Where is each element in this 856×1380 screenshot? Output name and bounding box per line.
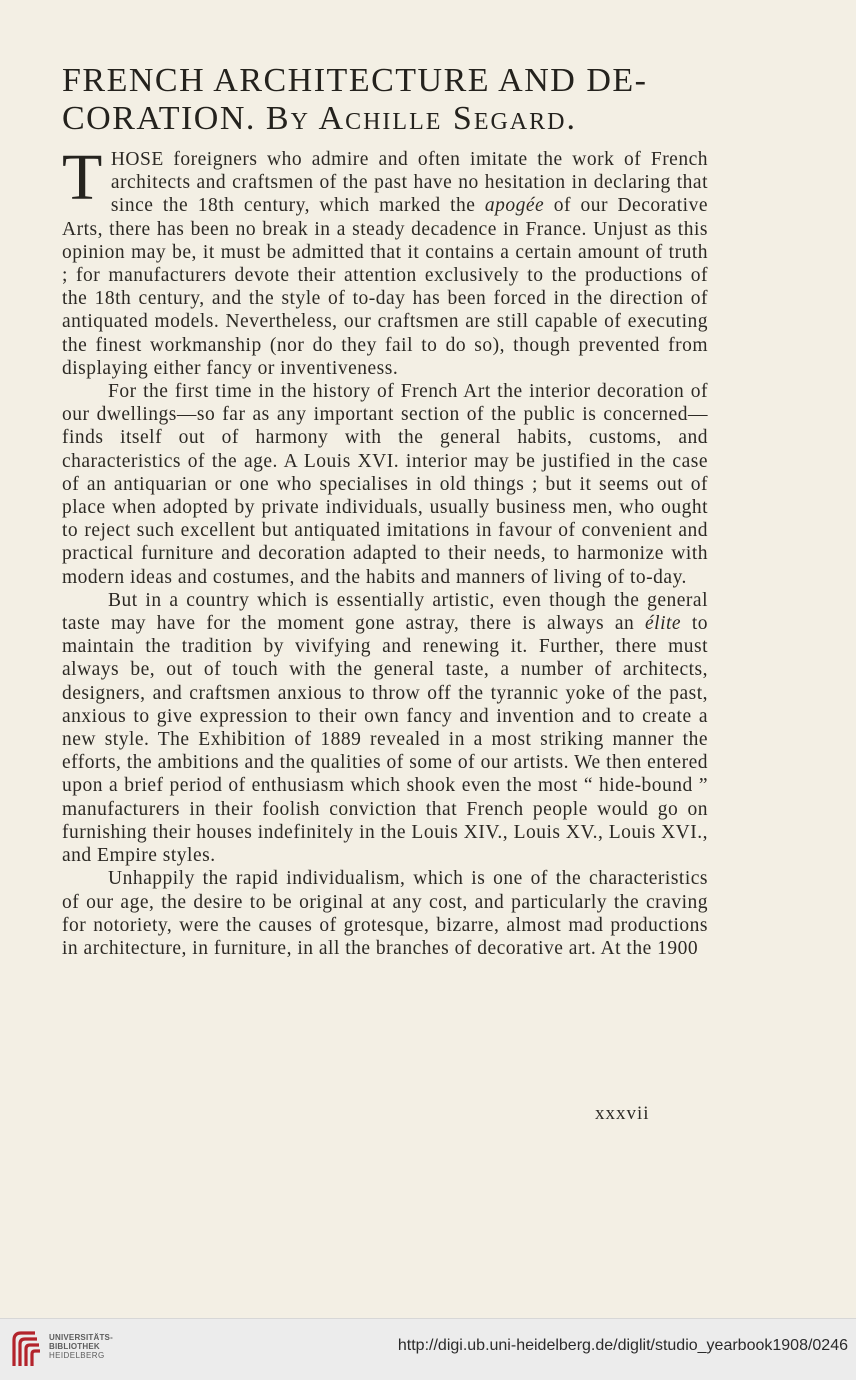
paragraph-4: Unhappily the rapid individualism, which is one of the characteristics of our age, the desire to be original at any cost, and particularly the craving for notoriety, were the causes of grotesque, bizarre, almost mad productions in architecture, in furniture, in all the branches of decorative art. At the 1900 (62, 868, 708, 959)
byline: By Achille Segard. (265, 100, 577, 137)
paragraph-1-start: HOSE foreigners who admire and often imitate the work of French architects and craftsmen of the past have no hesitation in declaring that since the 18th century, which marked the (110, 149, 708, 217)
library-logo[interactable] (11, 1330, 131, 1372)
digitization-footer (0, 1318, 856, 1380)
library-name (49, 1333, 113, 1360)
drop-cap: T (62, 141, 103, 214)
logo-line-1: UNIVERSITÄTS- (49, 1333, 113, 1342)
paragraph-1-italic: apogée (484, 195, 545, 217)
article-title (62, 62, 708, 138)
logo-line-3: HEIDELBERG (49, 1351, 105, 1360)
permalink-url[interactable]: http://digi.ub.uni-heidelberg.de/diglit/studio_yearbook1908/0246 (397, 1337, 848, 1354)
title-line-2: CORATION. (62, 100, 256, 137)
logo-line-2: BIBLIOTHEK (49, 1342, 100, 1351)
paragraph-2: For the first time in the history of French Art the interior decoration of our dwellings—so far as any important section of the public is concerned—finds itself out of harmony with the general habits, customs, and characteristics of the age. A Louis XVI. interior may be justified in the case of an antiquarian or one who specialises in old things ; but it seems out of place when adopted by private individuals, usually business men, who ought to reject such excellent but antiquated imitations in favour of convenient and practical furniture and decoration adapted to their needs, to harmonize with modern ideas and costumes, and the habits and manners of living of to-day. (62, 381, 708, 588)
paragraph-3-italic: élite (645, 613, 682, 635)
library-logo-icon (11, 1330, 43, 1370)
article (62, 62, 708, 960)
paragraph-3 (62, 589, 708, 867)
paragraph-3-end: to maintain the tradition by vivifying and renewing it. Further, there must always be, out of touch with the general taste, a number of architects, designers, and craftsmen anxious to throw off the tyrannic yoke of the past, anxious to give expression to their own fancy and invention and to create a new style. The Exhibition of 1889 revealed in a most striking manner the efforts, the ambitions and the qualities of some of our artists. We then entered upon a brief period of enthusiasm which shook even the most “ hide-bound ” manufacturers in their foolish conviction that French people would go on furnishing their houses indefinitely in the Louis XIV., Louis XV., Louis XVI., and Empire styles. (62, 613, 708, 867)
title-line-1: FRENCH ARCHITECTURE AND DE- (62, 62, 648, 99)
article-body (62, 141, 708, 960)
page-number: xxxvii (595, 1103, 650, 1124)
paragraph-3-start: But in a country which is essentially artistic, even though the general taste may have for the moment gone astray, there is always an (62, 589, 708, 635)
paragraph-1 (62, 141, 708, 380)
paragraph-1-end: of our Decorative Arts, there has been no break in a steady decadence in France. Unjust as this opinion may be, it must be admitted that it contains a certain amount of truth ; for manufacturers devote their attention exclusively to the productions of the 18th century, and the style of to-day has been forced in the direction of antiquated models. Nevertheless, our craftsmen are still capable of executing the finest workmanship (nor do they fail to do so), though prevented from displaying either fancy or inventiveness. (62, 195, 708, 379)
